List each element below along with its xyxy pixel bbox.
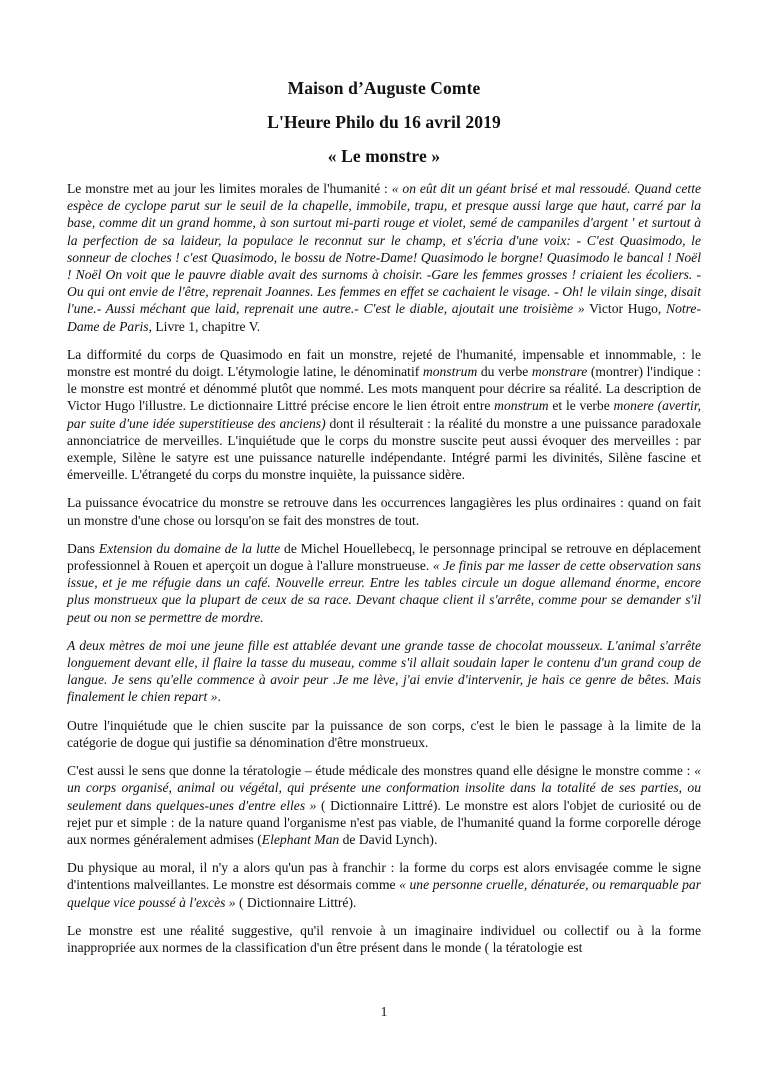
paragraph: [67, 180, 701, 335]
text-run: ( Dictionnaire Littré). Le monstre est alors l'objet de curiosité ou de rejet pur et simple : de la nature quand l'organisme n'est pas viable, de l'humanité quand la forme corporelle déroge aux normes généralement admises (: [67, 797, 701, 847]
paragraph: [67, 859, 701, 911]
text-run: C'est aussi le sens que donne la tératologie – étude médicale des monstres quand elle désigne le monstre comme :: [67, 763, 695, 779]
text-run: Extension du domaine de la lutte: [98, 540, 281, 556]
document-header: [0, 0, 768, 167]
text-run: Elephant Man: [261, 831, 340, 847]
paragraph: [67, 922, 701, 956]
page-number: 1: [380, 1004, 388, 1019]
paragraph: [67, 494, 701, 528]
text-run: de Michel Houellebecq, le personnage principal se retrouve en déplacement professionnel à Rouen et aperçoit un dogue à l'allure monstrueuse.: [67, 540, 701, 574]
text-run: Le monstre met au jour les limites morales de l'humanité :: [67, 181, 392, 196]
document-body: [67, 180, 701, 956]
text-run: A deux mètres de moi une jeune fille est attablée devant une grande tasse de chocolat mousseux. L'animal s'arrête longuement devant elle, il flaire la tasse du museau, comme s'il allait soudain laper le contenu d'un grand coup de langue. Je sens qu'elle commence à avoir peur .Je me lève, j'ai envie d'intervenir, je hais ce genre de bêtes. Mais finalement le chien repart »: [67, 637, 701, 705]
text-run: du verbe: [477, 364, 532, 380]
text-run: monstrum: [422, 364, 478, 380]
paragraph: [67, 346, 701, 484]
text-run: ( Dictionnaire Littré).: [235, 894, 357, 910]
paragraph: [67, 762, 701, 848]
header-event-date: L'Heure Philo du 16 avril 2019: [267, 112, 501, 132]
text-run: Victor Hugo,: [584, 301, 666, 317]
text-run: Dans: [67, 540, 99, 556]
text-run: Outre l'inquiétude que le chien suscite par la puissance de son corps, c'est le bien le passage à la limite de la catégorie de dogue qui justifie sa dénomination d'être monstrueux.: [67, 717, 701, 750]
header-topic-title: « Le monstre »: [327, 146, 441, 166]
text-run: monstrare: [531, 364, 588, 380]
text-run: « une personne cruelle, dénaturée, ou remarquable par quelque vice poussé à l'excès »: [67, 877, 701, 910]
text-run: et le verbe: [548, 398, 614, 414]
text-run: Notre-Dame de Paris: [67, 301, 701, 334]
text-run: La difformité du corps de Quasimodo en fait un monstre, rejeté de l'humanité, impensable et innommable, : le monstre est montré du doigt. L'étymologie latine, le dénominatif: [67, 346, 701, 380]
paragraph: [67, 717, 701, 751]
text-run: Du physique au moral, il n'y a alors qu'un pas à franchir : la forme du corps est alors envisagée comme le signe d'intentions malveillantes. Le monstre est désormais comme: [67, 860, 701, 893]
text-run: de David Lynch).: [339, 831, 438, 847]
header-institution: Maison d’Auguste Comte: [287, 78, 481, 98]
paragraph: [67, 637, 701, 706]
text-run: dont il résulterait : la réalité du monstre a une puissance paradoxale annonciatrice de merveilles. L'inquiétude que le corps du monstre suscite peut aussi évoquer des merveilles : par exemple, Silène le satyre est une puissance naturelle indépendante. Intégré parmi les divinités, Silène fascine et émerveille. L'étrangeté du corps du monstre inquiète, la puissance sidère.: [67, 415, 701, 483]
text-run: (montrer) l'indique : le monstre est montré et dénommé plutôt que nommé. Les mots manquent pour décrire sa réalité. La description de Victor Hugo l'illustre. Le dictionnaire Littré précise encore le lien étroit entre: [67, 364, 701, 414]
text-run: « un corps organisé, animal ou végétal, qui présente une conformation insolite dans la totalité de ses parties, ou seulement dans quelques-unes d'entre elles »: [67, 763, 701, 813]
text-run: monstrum: [494, 398, 549, 414]
paragraph: [67, 540, 701, 626]
text-run: , Livre 1, chapitre V.: [148, 318, 261, 334]
text-run: Le monstre est une réalité suggestive, qu'il renvoie à un imaginaire individuel ou collectif ou à la forme inappropriée aux normes de la classification d'un être présent dans le monde ( la tératologie est: [67, 922, 701, 955]
text-run: La puissance évocatrice du monstre se retrouve dans les occurrences langagières les plus ordinaires : quand on fait un monstre d'une chose ou lorsqu'on se fait des monstres de tout.: [67, 495, 701, 528]
text-run: monere (avertir, par suite d'une idée superstitieuse des anciens): [67, 398, 701, 431]
text-run: « on eût dit un géant brisé et mal ressoudé. Quand cette espèce de cyclope parut sur le seuil de la chapelle, immobile, trapu, et presque aussi large que haut, carré par la base, comme dit un grand homme, à son surtout mi-parti rouge et violet, semé de campaniles d'argent ' et surtout à la perfection de sa laideur, la populace le reconnut sur le champ, et s'écria d'une voix: - C'est Quasimodo, le sonneur de cloches ! c'est Quasimodo, le bossu de Notre-Dame! Quasimodo le borgne! Quasimodo le bancal ! Noël ! Noël On voit que le pauvre diable avait des surnoms à choisir. -Gare les femmes grosses ! criaient les écoliers. - Ou qui ont envie de l'être, reprenait Joannes. Les femmes en effet se cachaient le visage. - Oh! le vilain singe, disait l'une.- Aussi méchant que laid, reprenait une autre.- C'est le diable, ajoutait une troisième »: [67, 181, 702, 317]
text-run: « Je finis par me lasser de cette observation sans issue, et je me réfugie dans un café. Nouvelle erreur. Entre les tables circule un dogue allemand énorme, encore plus monstrueux que la plupart de ceux de sa race. Devant chaque client il s'arrête, comme pour se demander s'il peut ou non se permettre de mordre.: [67, 558, 701, 625]
text-run: .: [217, 689, 221, 705]
